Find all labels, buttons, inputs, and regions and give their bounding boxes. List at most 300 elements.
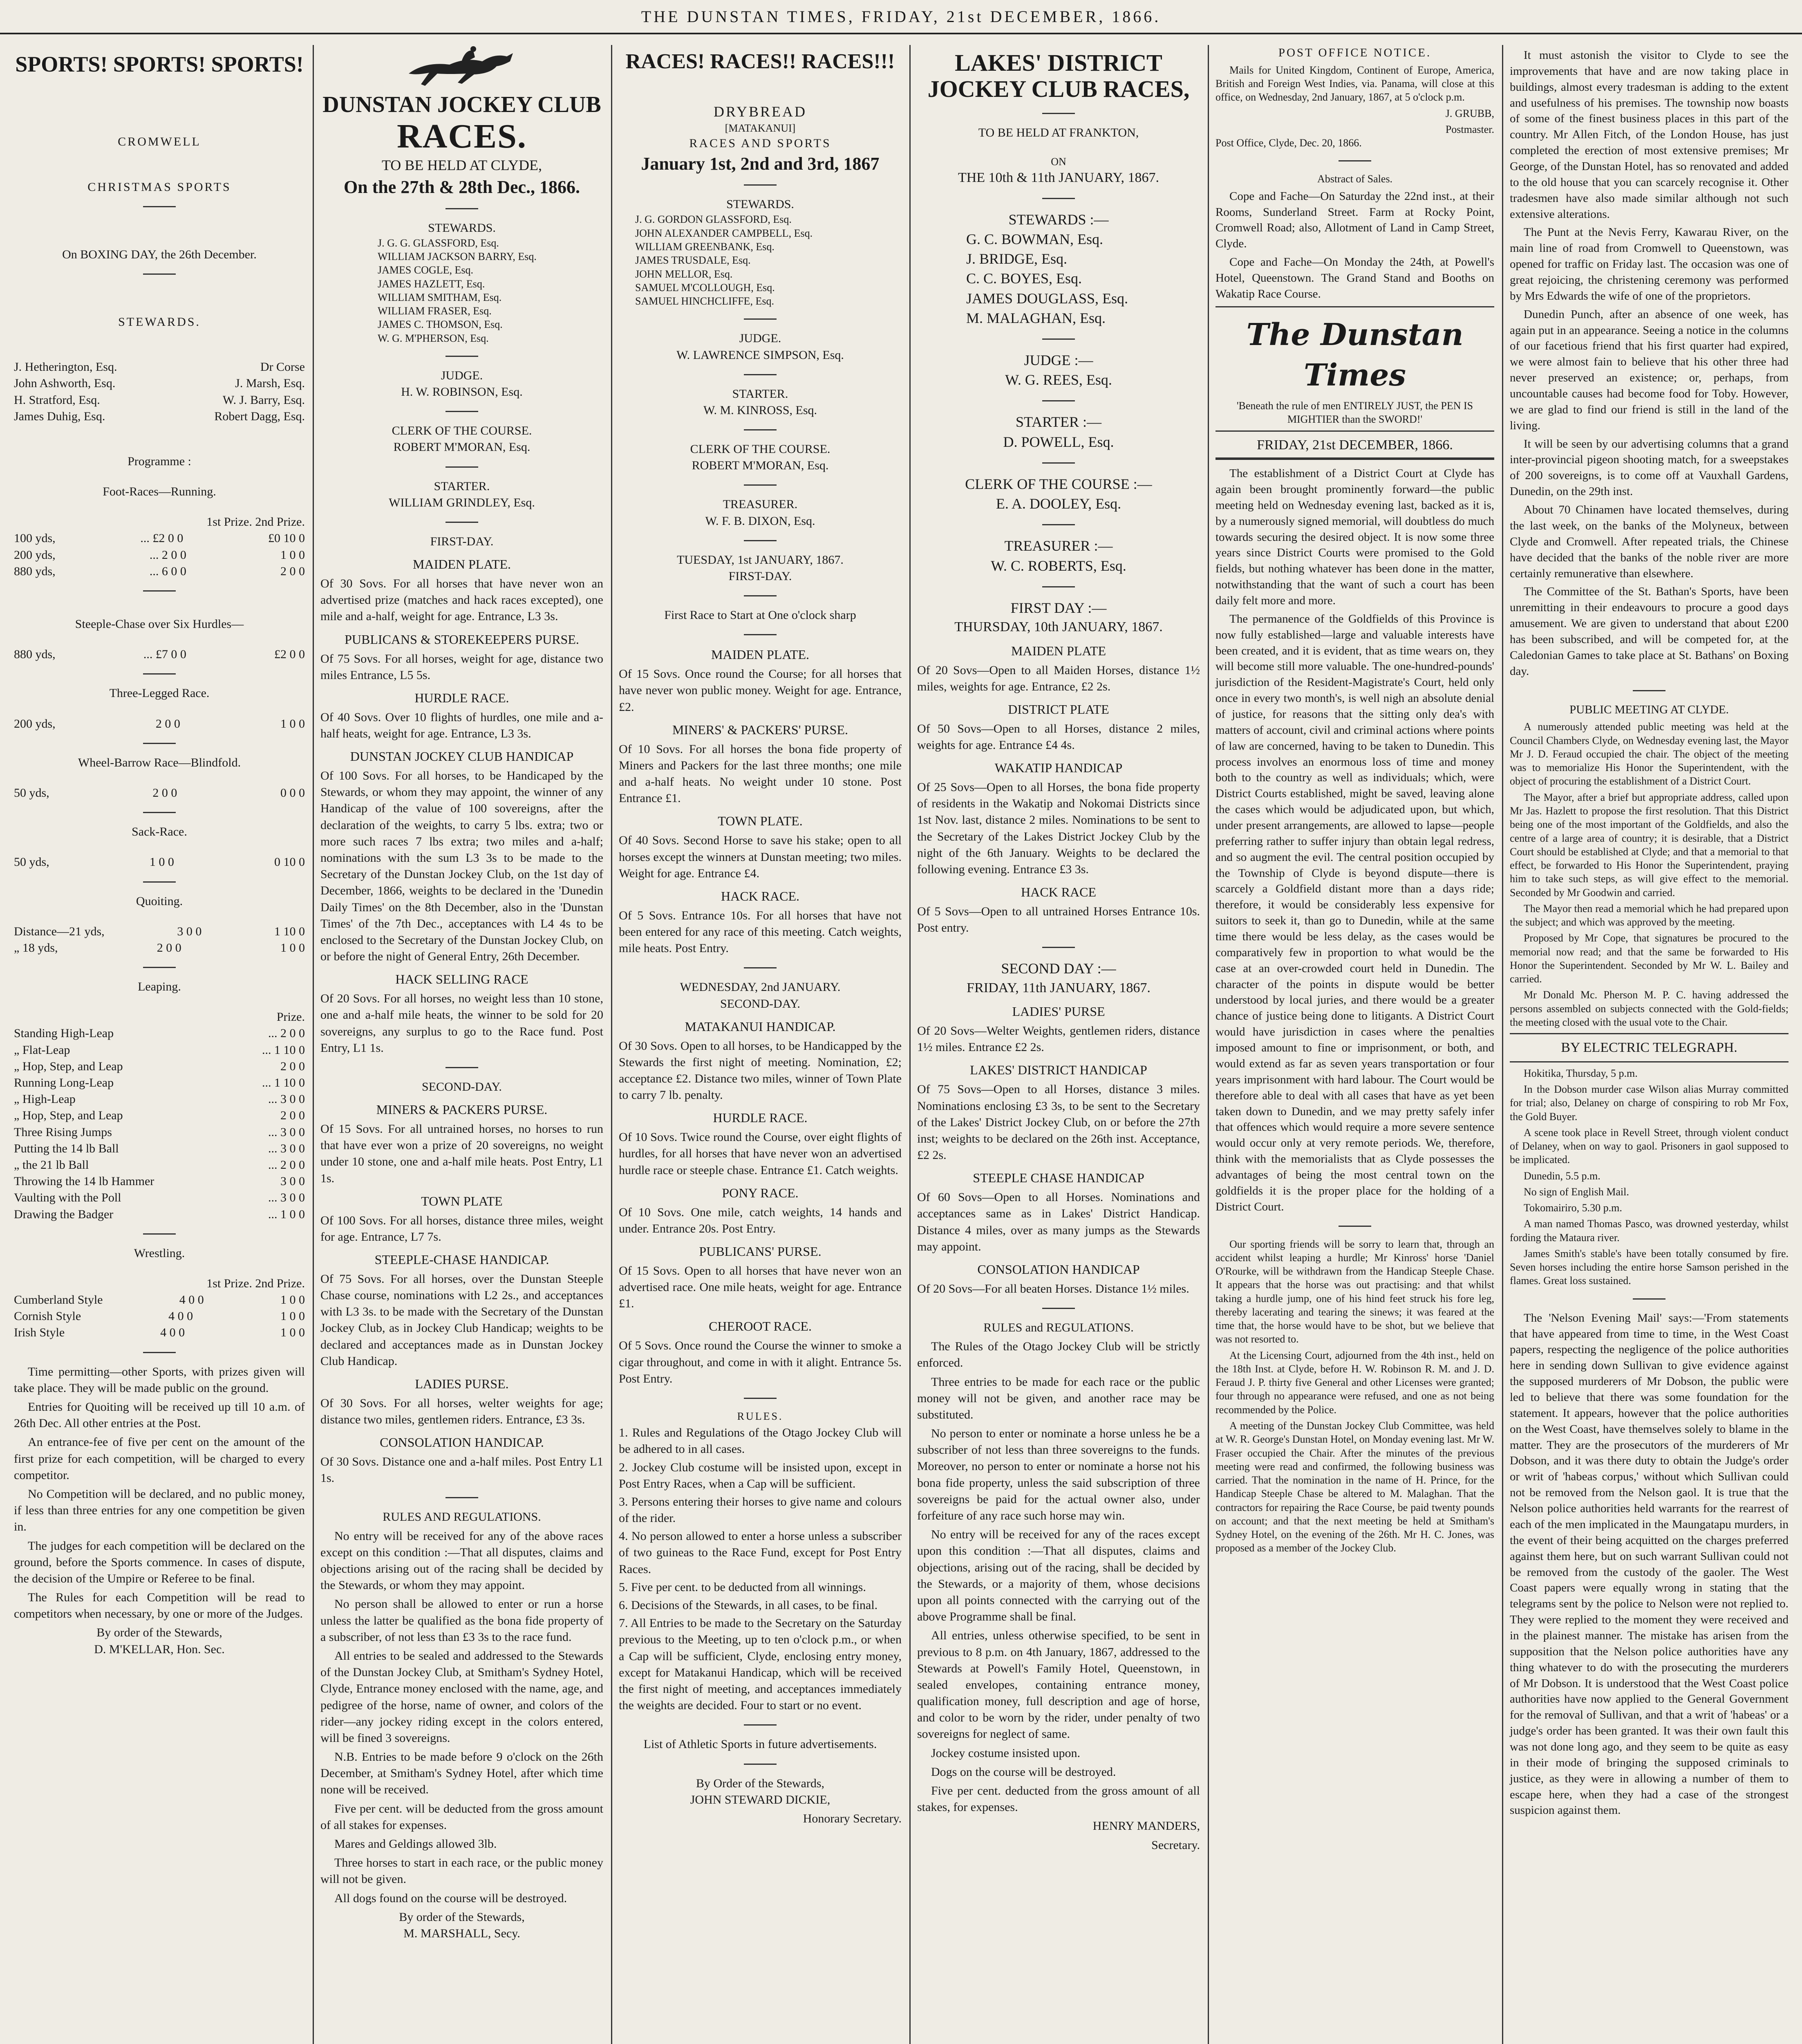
telegraph-item: In the Dobson murder case Wilson alias Murray committed for trial; also, Delaney on charge of conspiring to rob Mr Fox, the Gold Buyer. (1510, 1083, 1789, 1123)
dunstan-clerk: ROBERT M'MORAN, Esq. (393, 440, 531, 454)
masthead-text: THE DUNSTAN TIMES, FRIDAY, 21st DECEMBER, 1866. (641, 7, 1161, 26)
lakes-rules-heading: RULES and REGULATIONS. (983, 1320, 1134, 1334)
lakes-held: TO BE HELD AT FRANKTON, (978, 126, 1139, 139)
telegraph-item: No sign of English Mail. (1524, 1186, 1629, 1198)
drybread-judge: W. LAWRENCE SIMPSON, Esq. (676, 348, 844, 362)
lakes-treasurer-heading: TREASURER :— (1004, 538, 1113, 554)
foot-race-row-cell: 880 yds, (14, 564, 56, 578)
lakes-judge: W. G. REES, Esq. (1005, 372, 1112, 388)
rule-paragraph: Three horses to start in each race, or the public money will not be given. (320, 1856, 603, 1886)
drybread-sub: RACES AND SPORTS (689, 136, 831, 150)
steeplechase-row-cell: ... £7 0 0 (143, 648, 186, 661)
steward-row (14, 375, 305, 392)
race-title: LADIES' PURSE (1012, 1004, 1105, 1019)
race-conditions: Of 25 Sovs—Open to all Horses, the bona fide property of residents in the Wakatip and Nokomai Districts since 1st Nov. last, distance 2 miles. Nominations to be sent to the Secretary of the Lakes District Jockey Club by the night of the 6th January. Weights to be declared the following evening. Entrance £3 3s. (917, 780, 1200, 876)
race-conditions: Of 10 Sovs. Twice round the Course, over eight flights of hurdles, for all horses that have never won an advertised hurdle race or steeple chase. Entrance £1. Catch weights. (619, 1130, 902, 1177)
drybread-stewards-heading: STEWARDS. (726, 197, 794, 211)
race-title: CONSOLATION HANDICAP (977, 1262, 1140, 1277)
dunstan-starter-heading: STARTER. (434, 479, 490, 493)
sports-place: CROMWELL (118, 135, 201, 149)
stewards-list (14, 359, 305, 425)
race-conditions: Of 5 Sovs. Once round the Course the winner to smoke a cigar throughout, and come in with it alight. Entrance 5s. Post Entry. (619, 1339, 902, 1385)
race-title: LAKES' DISTRICT HANDICAP (970, 1062, 1147, 1078)
telegraph-item: Dunedin, 5.5 p.m. (1524, 1170, 1601, 1182)
steward-name: JAMES COGLE, Esq. (378, 264, 474, 276)
leaping-row (14, 1091, 305, 1107)
lakes-dates: THE 10th & 11th JANUARY, 1867. (958, 170, 1160, 186)
race-conditions: Of 100 Sovs. For all horses, distance three miles, weight for age. Entrance, L7 7s. (320, 1213, 603, 1244)
meeting-paragraph: The Mayor, after a brief but appropriate address, called upon Mr Jas. Hazlett to propose the first resolution. That this District being one of the most important of the Goldfields, and also the centre of a large area of country; it is desirable, that a District Court should be established at Clyde; and that a memorial to that effect, be forwarded to His Honor the Superintendent, praying him to take such steps, as will give effect to the memorial. Seconded by Mr Goodwin and carried. (1510, 791, 1789, 899)
race-conditions: Of 30 Sovs. For all horses that have never won an advertised prize (matches and hack races excepted), one mile and a-half, weight for age. Entrance, L3 3s. (320, 577, 603, 623)
wrestling-row (14, 1292, 305, 1308)
editorial-paragraph: The permanence of the Goldfields of this Province is now fully established—large and valuable interests have been created, and it is evident, that as time wears on, they will become still more valuable. The one-hundred-pounds' jurisdiction of the Resident-Magistrate's Court, held only once in every two month's, is well nigh an absolute denial of justice, for reasons that the sitting only dea's with matters of account, civil and criminal actions where points of law are concerned, having to be taken to Dunedin. This process involves an enormous loss of time and money both to the country as well as individuals; which, were District Courts established, might be saved, leaving alone the cases which would be adjudicated upon, but which, under present arrangements, are allowed to lapse—people preferring rather to suffer injury than obtain legal redress, and so augment the evil. The central position occupied by the Township of Clyde is beyond dispute—there is scarcely a Goldfield distant more than a days ride; therefore, it would be considerably less expensive for suitors to seek it, than go to Dunedin, while at the same time there would be less delay, as the cases would be comparatively few in proportion to what would be the case at an over-crowded court held in Dunedin. The character of the points in dispute would be better understood by local juries, and there would be a greater chance of justice being done to litigants. A District Court would have jurisdiction in cases where the penalties imposed amount to fine or imprisonment, or both, and would extend as far as seven years transportation or four years imprisonment with hard labour. The Court would be therefore able to deal with all cases that have as yet been taken down to Dunedin, and we may pretty safely infer that offences which would require a more severe sentence would occur only at very remote periods. We, therefore, think with the memorialists that as Clyde possesses the advantages of being the most central town on the goldfields it is the proper place for the holding of a District Court. (1216, 612, 1494, 1213)
column-drybread-races (613, 45, 907, 2044)
rule-item: 3. Persons entering their horses to give name and colours of the rider. (619, 1495, 902, 1525)
race-conditions: Of 10 Sovs. One mile, catch weights, 14 hands and under. Entrance 20s. Post Entry. (619, 1205, 902, 1235)
three-legged-heading: Three-Legged Race. (109, 686, 210, 700)
steward-name: W. G. M'PHERSON, Esq. (378, 332, 489, 344)
steward-name: JAMES C. THOMSON, Esq. (378, 318, 503, 331)
column-rule (1502, 45, 1503, 2044)
stewards-heading: STEWARDS. (118, 315, 201, 329)
rule-paragraph: Jockey costume insisted upon. (931, 1746, 1080, 1760)
column-rule (611, 45, 612, 2044)
rule-paragraph: All entries to be sealed and addressed to the Stewards of the Dunstan Jockey Club, at Smitham's Sydney Hotel, Clyde, Entrance money enclosed with the name, age, and pedigree of the horse, name of owner, and colors of the rider—any jockey riding except in the colors entered, will be fined 3 sovereigns. (320, 1649, 603, 1745)
rule-paragraph: No person to enter or nominate a horse unless he be a subscriber of not less than three sovereigns to the funds. Moreover, no person to enter or nominate a horse not his bona fide property, unless the said subscription of three sovereigns be paid for the actual owner also, under forfeiture of any race such horse may win. (917, 1427, 1200, 1522)
newspaper-motto: 'Beneath the rule of men ENTIRELY JUST, the PEN IS MIGHTIER than the SWORD!' (1236, 400, 1473, 426)
leaping-prize-heading: Prize. (276, 1010, 305, 1024)
steward-name: WILLIAM SMITHAM, Esq. (378, 291, 502, 303)
telegraph-item: James Smith's stable's have been totally consumed by fire. Seven horses including the entire horse Samson perished in the flames. Great loss sustained. (1510, 1247, 1789, 1287)
race-title: MATAKANUI HANDICAP. (685, 1019, 836, 1034)
meeting-paragraph: Proposed by Mr Cope, that signatures be procured to the memorial now read; and that the same be forwarded to His Honor the Superintendent. Seconded by Mr W. L. Bailey and carried. (1510, 932, 1789, 985)
wrestling-heading: Wrestling. (134, 1246, 185, 1260)
foot-race-row-cell: ... 6 0 0 (149, 564, 186, 578)
rule-paragraph: Five per cent. deducted from the gross amount of all stakes, for expenses. (917, 1784, 1200, 1814)
steward-row (14, 392, 305, 408)
quoiting-row-cell: 1 0 0 (280, 941, 305, 955)
drybread-place2: [MATAKANUI] (725, 122, 796, 134)
drybread-day2-races (619, 1018, 902, 1387)
dunstan-day1: FIRST-DAY. (430, 535, 494, 549)
race-title: WAKATIP HANDICAP (994, 760, 1123, 775)
lakes-treasurer: W. C. ROBERTS, Esq. (991, 557, 1126, 574)
programme-heading: Programme : (128, 454, 191, 468)
lakes-starter: D. POWELL, Esq. (1003, 433, 1114, 450)
leaping-row (14, 1206, 305, 1223)
wrestling-prize-heading: 1st Prize. 2nd Prize. (206, 1276, 305, 1290)
public-meeting-heading: PUBLIC MEETING AT CLYDE. (1569, 703, 1729, 716)
sale-item: Cope and Fache—On Saturday the 22nd inst., at their Rooms, Sunderland Street. Farm at Rocky Point, Cromwell Road; also, Allotment of Land in Camp Street, Clyde. (1216, 189, 1494, 251)
rule-item: 6. Decisions of the Stewards, in all cases, to be final. (619, 1598, 878, 1612)
editorial-body (1216, 466, 1494, 1215)
leaping-row-cell: 3 0 0 (280, 1174, 305, 1188)
drybread-rules-heading: RULES. (737, 1410, 783, 1422)
news-paragraph: A meeting of the Dunstan Jockey Club Committee, was held at W. R. George's Dunstan Hotel, on Monday evening last. Mr W. Fraser occupied the Chair. After the minutes of the previous meeting were read and confirmed, the following business was carried. That the nomination in the name of H. Prince, for the Handicap Steeple Chase be altered to M. Malaghan. That the contractors for repairing the Race Course, be paid twenty pounds on account; and that the next meeting be held at Smitham's Sydney Hotel, on the evening of the 26th. Mr H. C. Jones, was proposed as a member of the Jockey Club. (1216, 1419, 1494, 1554)
dunstan-starter: WILLIAM GRINDLEY, Esq. (389, 495, 535, 509)
lakes-day1: FIRST DAY :— (1010, 599, 1107, 616)
sack-race-row-cell: 0 10 0 (274, 855, 305, 869)
news-paragraph: It must astonish the visitor to Clyde to see the improvements that have and are now taking place in buildings, almost every tradesman is adding to the extent and usefulness of his premises. The township now boasts of some of the finest business places in this part of the country. Mr Allen Fitch, of the London House, has just completed the erection of most extensive premises; Mr George, of the Dunstan Hotel, has so renovated and added to the old house that you can scarcely recognise it. Other tradesmen have also made similar although not such extensive alterations. (1510, 49, 1789, 221)
race-conditions: Of 75 Sovs. For all horses, over the Dunstan Steeple Chase course, nominations with L2 2s., and acceptances with L3 3s. to be made with the Secretary of the Dunstan Jockey Club, as in Jockey Club Handicap; weights to be declared and acceptances made as in Dunstan Jockey Club Handicap. (320, 1272, 603, 1368)
wrestling-row-cell: 1 0 0 (280, 1293, 305, 1307)
leaping-row-cell: ... 1 0 0 (268, 1207, 305, 1221)
foot-races-table (14, 530, 305, 580)
dunstan-stewards (320, 236, 603, 345)
rule-item: 1. Rules and Regulations of the Otago Jockey Club will be adhered to in all cases. (619, 1426, 902, 1456)
wrestling-row (14, 1308, 305, 1325)
dunstan-races-title: RACES. (397, 117, 527, 155)
leaping-row-cell: „ Hop, Step, and Leap (14, 1109, 123, 1123)
sports-notice: Time permitting—other Sports, with prizes given will take place. They will be made public on the ground. (14, 1365, 305, 1395)
leaping-row-cell: „ Hop, Step, and Leap (14, 1059, 123, 1073)
race-title: MAIDEN PLATE. (413, 557, 511, 572)
steward-name: J. BRIDGE, Esq. (966, 251, 1068, 267)
post-office-location: Post Office, Clyde, Dec. 20, 1866. (1216, 137, 1362, 149)
telegraph-item: A man named Thomas Pasco, was drowned yesterday, whilst fording the Mataura river. (1510, 1218, 1789, 1244)
wrestling-row-cell: Cumberland Style (14, 1293, 103, 1307)
leaping-row (14, 1141, 305, 1157)
sack-race-table (14, 854, 305, 870)
race-title: MAIDEN PLATE. (711, 647, 809, 662)
race-title: DISTRICT PLATE (1008, 702, 1109, 717)
dunstan-order: By order of the Stewards, (399, 1910, 525, 1924)
prize-heading: 1st Prize. 2nd Prize. (206, 515, 305, 529)
race-conditions: Of 10 Sovs. For all horses the bona fide property of Miners and Packers for the last three months; one mile and a-half heats. No weight under 10 stone. Post Entrance £1. (619, 742, 902, 805)
drybread-clerk: ROBERT M'MORAN, Esq. (692, 459, 829, 473)
post-office-heading: POST OFFICE NOTICE. (1278, 46, 1432, 59)
rule-paragraph: No entry will be received for any of the above races except on this condition :—That all disputes, claims and objections arising out of the racing shall be decided by the Stewards, or whom they may appoint. (320, 1529, 603, 1592)
drybread-day2-date: WEDNESDAY, 2nd JANUARY. (680, 980, 841, 994)
race-conditions: Of 15 Sovs. For all untrained horses, no horses to run that have ever won a prize of 20 sovereigns, no weight under 10 stone, one and a-half mile heats. Post Entry, L1 1s. (320, 1122, 603, 1185)
race-title: PUBLICANS & STOREKEEPERS PURSE. (345, 632, 579, 647)
wheelbarrow-row-cell: 2 0 0 (152, 786, 177, 800)
leaping-row (14, 1107, 305, 1124)
lakes-signature: HENRY MANDERS, (1092, 1819, 1200, 1833)
race-conditions: Of 20 Sovs—Open to all Maiden Horses, distance 1½ miles, weights for age. Entrance, £2 2s. (917, 663, 1200, 693)
leaping-table (14, 1025, 305, 1222)
wheelbarrow-heading: Wheel-Barrow Race—Blindfold. (78, 755, 241, 769)
wheelbarrow-row (14, 785, 305, 801)
leaping-row (14, 1058, 305, 1075)
race-conditions: Of 5 Sovs. Entrance 10s. For all horses that have not been entered for any race of this meeting. Catch weights, mile heats. Post Entry. (619, 908, 902, 955)
sales-list (1216, 188, 1494, 302)
leaping-row-cell: Vaulting with the Poll (14, 1191, 121, 1205)
race-conditions: Of 50 Sovs—Open to all Horses, distance 2 miles, weights for age. Entrance £4 4s. (917, 722, 1200, 752)
steward-row-cell: J. Marsh, Esq. (235, 377, 305, 390)
drybread-day1: FIRST-DAY. (728, 569, 792, 583)
leaping-row (14, 1075, 305, 1091)
leaping-row-cell: Three Rising Jumps (14, 1125, 112, 1139)
foot-race-row (14, 563, 305, 580)
sports-title: SPORTS! SPORTS! SPORTS! (15, 52, 304, 76)
lakes-day2-date: FRIDAY, 11th JANUARY, 1867. (967, 980, 1151, 995)
dunstan-judge: H. W. ROBINSON, Esq. (401, 385, 523, 399)
rule-paragraph: The Rules of the Otago Jockey Club will be strictly enforced. (917, 1340, 1200, 1370)
local-paragraphs (1510, 47, 1789, 679)
race-title: DUNSTAN JOCKEY CLUB HANDICAP (350, 749, 574, 764)
leaping-row-cell: ... 1 10 0 (262, 1043, 305, 1057)
drybread-treasurer-heading: TREASURER. (723, 498, 798, 511)
steward-name: JAMES DOUGLASS, Esq. (966, 290, 1128, 307)
lakes-signature-title: Secretary. (1151, 1838, 1200, 1852)
column-rule (313, 45, 314, 2044)
rule-paragraph: Five per cent. will be deducted from the gross amount of all stakes for expenses. (320, 1802, 603, 1832)
three-legged-row (14, 716, 305, 732)
wrestling-row-cell: 4 0 0 (179, 1293, 204, 1307)
column-local-news (1504, 45, 1794, 2044)
lakes-rules (917, 1338, 1200, 1815)
drybread-place: DRYBREAD (713, 103, 807, 120)
leaping-row-cell: ... 1 10 0 (262, 1076, 305, 1090)
lakes-starter-heading: STARTER :— (1016, 414, 1101, 430)
sports-date: On BOXING DAY, the 26th December. (62, 247, 257, 261)
rule-paragraph: Three entries to be made for each race or the public money will not be given, and another race may be substituted. (917, 1375, 1200, 1421)
telegraph-item: Hokitika, Thursday, 5 p.m. (1524, 1067, 1638, 1079)
quoiting-row-cell: 1 10 0 (274, 924, 305, 938)
lakes-day2-races (917, 1003, 1200, 1297)
rule-item: 7. All Entries to be made to the Secretary on the Saturday previous to the Meeting, up to ten o'clock p.m., or when a Cap will be sufficient, Clyde, enclosing entry money, except for Matakanui Handicap, which will be received the first night of meeting, and acceptances immediately the weights are decided. Four to start or no event. (619, 1616, 902, 1712)
foot-race-row-cell: £0 10 0 (268, 531, 305, 545)
dunstan-day2: SECOND-DAY. (422, 1080, 502, 1094)
race-conditions: Of 30 Sovs. For all horses, welter weights for age; distance two miles, gentlemen riders. Entrance, £3 3s. (320, 1396, 603, 1427)
steward-row-cell: W. J. Barry, Esq. (222, 393, 305, 407)
dunstan-rules-heading: RULES AND REGULATIONS. (383, 1510, 541, 1524)
rule-paragraph: All dogs found on the course will be destroyed. (334, 1891, 567, 1905)
race-conditions: Of 20 Sovs. For all horses, no weight less than 10 stone, one and a-half mile heats, the winner to be sold for 20 sovereigns, any surplus to go to the Race fund. Post Entry, L1 1s. (320, 992, 603, 1055)
drybread-treasurer: W. F. B. DIXON, Esq. (705, 514, 815, 528)
leaping-row-cell: ... 3 0 0 (268, 1092, 305, 1106)
quoiting-table (14, 923, 305, 956)
editorial-date: FRIDAY, 21st DECEMBER, 1866. (1257, 437, 1453, 453)
nelson-mail-report: The 'Nelson Evening Mail' says:—'From statements that have appeared from time to time, in the West Coast papers, respecting the negligence of the police authorities here in sending down Sullivan to give evidence against the supposed murderers of Mr Dobson, the public were led to believe that there was some foundation for the statement. It appears, however that the police authorities on the West Coast, have themselves solely to blame in the matter. They are the prosecutors of the murderers of Mr Dobson, and it was there duty to obtain the Judge's order or writ of 'habeas corpus,' without which Sullivan could not be removed from the Nelson gaol. It is true that the Nelson police authorities held warrants for the rearrest of each of the men implicated in the Maungatapu murders, in the event of their being acquitted on the charges preferred against them here, but on such warrant Sullivan could not be removed from the custody of the gaoler. The West Coast papers were equally wrong in stating that the telegrams sent by the police to Nelson were not replied to. They were replied to the moment they were received and in the plainest manner. The mistake has arisen from the supposition that the Nelson police authorities have any thing whatever to do with the prosecuting the murderers of Mr Dobson. It is understood that the West Coast police authorities have now applied to the General Government for the removal of Sullivan, and that a writ of 'habeas' or a judge's order has been granted. It was their own fault this was not done long ago, and they seem to be quite as easy in their mode of bringing the supposed criminals to justice, as they were in allowing a number of them to escape here, when they had a case of the strongest suspicion against them. (1510, 1311, 1789, 1817)
leaping-heading: Leaping. (138, 980, 181, 994)
foot-race-row-cell: ... 2 0 0 (149, 548, 186, 562)
race-title: HACK SELLING RACE (395, 972, 528, 987)
leaping-row-cell: ... 2 0 0 (268, 1026, 305, 1040)
drybread-starter: W. M. KINROSS, Esq. (703, 403, 817, 417)
sports-notice: Entries for Quoiting will be received up till 10 a.m. of 26th Dec. All other entries at the Post. (14, 1400, 305, 1430)
race-conditions: Of 5 Sovs—Open to all untrained Horses Entrance 10s. Post entry. (917, 905, 1200, 935)
drybread-first-race: First Race to Start at One o'clock sharp (664, 608, 856, 622)
race-conditions: Of 75 Sovs—Open to all Horses, distance 3 miles. Nominations enclosing £3 3s, to be sent to the Secretary of the Lakes' District Jockey Club, on or before the 27th inst; weights to be declared on the 26th inst. Acceptance, £2 2s. (917, 1083, 1200, 1162)
steward-row-cell: Robert Dagg, Esq. (214, 409, 305, 423)
sports-notices (14, 1364, 305, 1623)
newspaper-title: The Dunstan Times (1246, 317, 1464, 393)
sack-race-heading: Sack-Race. (132, 825, 187, 839)
steward-name: JOHN MELLOR, Esq. (635, 268, 733, 280)
leaping-row-cell: „ High-Leap (14, 1092, 76, 1106)
steward-row-cell: James Duhig, Esq. (14, 409, 105, 423)
leaping-row-cell: Putting the 14 lb Ball (14, 1141, 119, 1155)
sales-heading: Abstract of Sales. (1317, 173, 1393, 185)
three-legged-row-cell: 1 0 0 (280, 717, 305, 731)
race-conditions: Of 30 Sovs. Open to all horses, to be Handicapped by the Stewards the first night of meeting. Nomination, £2; acceptance £2. Distance two miles, winner of Town Plate to carry 7 lb. penalty. (619, 1039, 902, 1102)
leaping-row-cell: Running Long-Leap (14, 1076, 114, 1090)
steeplechase-heading: Steeple-Chase over Six Hurdles— (75, 617, 244, 631)
dunstan-day2-races (320, 1101, 603, 1486)
wrestling-row-cell: 1 0 0 (280, 1326, 305, 1340)
drybread-starter-heading: STARTER. (732, 387, 788, 401)
leaping-row (14, 1190, 305, 1206)
news-paragraph: At the Licensing Court, adjourned from the 4th inst., held on the 18th Inst. at Clyde, before H. W. Robinson R. M. and J. D. Feraud J. P. thirty five General and other Licenses were granted; four through no appearance were refused, and one as not being recommended by the Police. (1216, 1349, 1494, 1416)
race-conditions: Of 15 Sovs. Once round the Course; for all horses that have never won public money. Weight for age. Entrance, £2. (619, 667, 902, 714)
steeplechase-row-cell: 880 yds, (14, 648, 56, 661)
sports-notice: No Competition will be declared, and no public money, if less than three entries for any one competition be given in. (14, 1487, 305, 1534)
steward-name: JAMES TRUSDALE, Esq. (635, 254, 751, 267)
lakes-clerk: E. A. DOOLEY, Esq. (996, 495, 1121, 512)
wrestling-row-cell: 4 0 0 (168, 1309, 193, 1323)
sack-race-row-cell: 1 0 0 (149, 855, 174, 869)
steward-name: G. C. BOWMAN, Esq. (966, 231, 1104, 247)
dunstan-judge-heading: JUDGE. (441, 368, 483, 382)
steward-name: J. G. GORDON GLASSFORD, Esq. (635, 213, 792, 226)
drybread-signature-title: Honorary Secretary. (803, 1811, 902, 1825)
three-legged-row-cell: 2 0 0 (155, 717, 180, 731)
lakes-judge-heading: JUDGE :— (1024, 352, 1093, 368)
rule-item: 5. Five per cent. to be deducted from all winnings. (619, 1580, 866, 1594)
wrestling-row (14, 1325, 305, 1341)
quoiting-row-cell: 3 0 0 (177, 924, 202, 938)
quoiting-row (14, 940, 305, 956)
dunstan-clerk-heading: CLERK OF THE COURSE. (392, 424, 532, 438)
quoiting-heading: Quoiting. (136, 894, 183, 908)
foot-races-heading: Foot-Races—Running. (103, 485, 216, 499)
foot-race-row-cell: 200 yds, (14, 548, 56, 562)
leaping-row (14, 1042, 305, 1058)
drybread-rules (619, 1425, 902, 1714)
steward-row-cell: Dr Corse (260, 360, 305, 374)
steward-name: WILLIAM GREENBANK, Esq. (635, 240, 775, 253)
rule-paragraph: No entry will be received for any of the races except upon this condition :—That all disputes, claims and objections, arising out of the racing, shall be decided by the Stewards, or a majority of them, whose decisions upon all points connected with the carrying out of the above Programme shall be final. (917, 1528, 1200, 1624)
post-office-text: Mails for United Kingdom, Continent of Europe, America, British and Foreign West Indies, via. Panama, will close at this office, on Wednesday, 2nd January, 1867, at 5 o'clock p.m. (1216, 64, 1494, 103)
local-news (1216, 1237, 1494, 1555)
leaping-row (14, 1124, 305, 1141)
sports-notice: An entrance-fee of five per cent on the amount of the first prize for each competition, will be charged to every competitor. (14, 1435, 305, 1482)
leaping-row-cell: Drawing the Badger (14, 1207, 114, 1221)
wrestling-table (14, 1292, 305, 1341)
race-title: HACK RACE (1021, 885, 1096, 900)
post-office-signature: J. GRUBB, (1445, 107, 1494, 119)
lakes-title: LAKES' DISTRICT JOCKEY CLUB RACES, (927, 49, 1190, 102)
sports-notice: The Rules for each Competition will be read to competitors when necessary, by one or more of the Judges. (14, 1591, 305, 1621)
race-title: MINERS & PACKERS PURSE. (376, 1102, 548, 1117)
race-title: PONY RACE. (722, 1185, 799, 1200)
leaping-row-cell: ... 3 0 0 (268, 1141, 305, 1155)
telegraph-heading: BY ELECTRIC TELEGRAPH. (1510, 1033, 1789, 1062)
steward-name: SAMUEL HINCHCLIFFE, Esq. (635, 295, 774, 307)
race-conditions: Of 20 Sovs—For all beaten Horses. Distance 1½ miles. (917, 1282, 1189, 1295)
dunstan-rules (320, 1528, 603, 1907)
dunstan-stewards-heading: STEWARDS. (428, 221, 496, 235)
meeting-paragraph: Mr Donald Mc. Pherson M. P. C. having addressed the persons assembled on subjects connected with the Gold-fields; the meeting closed with the usual vote to the Chair. (1510, 989, 1789, 1028)
drybread-clerk-heading: CLERK OF THE COURSE. (690, 442, 830, 456)
sports-signature: D. M'KELLAR, Hon. Sec. (94, 1642, 225, 1656)
sack-race-row-cell: 50 yds, (14, 855, 49, 869)
quoiting-row-cell: 2 0 0 (157, 941, 181, 955)
race-title: PUBLICANS' PURSE. (699, 1244, 822, 1259)
public-meeting-report (1510, 720, 1789, 1029)
sports-notice: The judges for each competition will be declared on the ground, before the Sports commence. In cases of dispute, the decision of the Umpire or Referee to be final. (14, 1539, 305, 1585)
race-title: HURDLE RACE. (414, 690, 509, 705)
dunstan-day1-races (320, 556, 603, 1056)
race-title: CHEROOT RACE. (709, 1319, 812, 1334)
leaping-row (14, 1173, 305, 1190)
meeting-paragraph: The Mayor then read a memorial which he had prepared upon the subject; and which was approved by the meeting. (1510, 902, 1789, 928)
wheelbarrow-row-cell: 0 0 0 (280, 786, 305, 800)
race-title: HACK RACE. (721, 888, 799, 903)
leaping-row-cell: ... 3 0 0 (268, 1191, 305, 1205)
steward-row (14, 408, 305, 425)
sports-order: By order of the Stewards, (96, 1626, 222, 1640)
lakes-clerk-heading: CLERK OF THE COURSE :— (965, 475, 1152, 492)
sports-event: CHRISTMAS SPORTS (87, 180, 231, 194)
news-paragraph: It will be seen by our advertising columns that a grand inter-provincial pigeon shooting match, for a sweepstakes of 200 sovereigns, is to come off at Vauxhall Gardens, Dunedin, on the 29th inst. (1510, 437, 1789, 498)
news-paragraph: The Punt at the Nevis Ferry, Kawarau River, on the main line of road from Cromwell to Queenstown, was opened for traffic on Friday last. The occasion was one of great rejoicing, the christening ceremony was performed by Mrs Edwards the wife of one of the proprietors. (1510, 226, 1789, 303)
lakes-stewards-heading: STEWARDS :— (1008, 211, 1109, 228)
lakes-day2: SECOND DAY :— (1001, 960, 1116, 977)
foot-race-row-cell: 1 0 0 (280, 548, 305, 562)
steward-name: J. G. G. GLASSFORD, Esq. (378, 237, 499, 249)
steward-name: WILLIAM JACKSON BARRY, Esq. (378, 251, 537, 263)
news-paragraph: The Committee of the St. Bathan's Sports, have been unremitting in their endeavours to procure a good days amusement. We are given to understand that about £200 has been subscribed, and will be competed for, at the Caledonian Games to take place at St. Bathans' on Boxing day. (1510, 585, 1789, 678)
news-paragraph: Dunedin Punch, after an absence of one week, has again put in an appearance. Seeing a notice in the columns of our facetious friend that his first quarter had expired, we were almost fain to believe that his other three had never preserved an existence; or, perhaps, from uncountable causes had become food for Toby. However, we are glad to find our friend is still in the land of the living. (1510, 307, 1789, 432)
steward-row-cell: John Ashworth, Esq. (14, 377, 116, 390)
wheelbarrow-row-cell: 50 yds, (14, 786, 49, 800)
telegraph-item: Tokomairiro, 5.30 p.m. (1524, 1202, 1622, 1214)
rule-paragraph: Mares and Geldings allowed 3lb. (334, 1837, 497, 1851)
drybread-title: RACES! RACES!! RACES!!! (625, 50, 895, 73)
steeplechase-row (14, 646, 305, 663)
foot-race-row (14, 530, 305, 547)
steward-row-cell: H. Stratford, Esq. (14, 393, 100, 407)
racehorse-illustration (401, 45, 523, 90)
post-office-title: Postmaster. (1445, 123, 1494, 135)
drybread-day2: SECOND-DAY. (720, 997, 800, 1011)
column-rule (1208, 45, 1209, 2044)
dunstan-signature: M. MARSHALL, Secy. (403, 1926, 520, 1940)
rule-paragraph: Dogs on the course will be destroyed. (931, 1765, 1116, 1779)
race-title: MAIDEN PLATE (1011, 643, 1106, 658)
foot-race-row-cell: 2 0 0 (280, 564, 305, 578)
quoiting-row (14, 923, 305, 940)
steward-name: SAMUEL M'COLLOUGH, Esq. (635, 281, 775, 294)
leaping-row-cell: ... 2 0 0 (268, 1158, 305, 1172)
dunstan-held: TO BE HELD AT CLYDE, (381, 157, 542, 173)
race-title: TOWN PLATE. (718, 814, 803, 829)
leaping-row-cell: ... 3 0 0 (268, 1125, 305, 1139)
wrestling-row-cell: Irish Style (14, 1326, 65, 1340)
wrestling-row-cell: Cornish Style (14, 1309, 81, 1323)
drybread-signature: JOHN STEWARD DICKIE, (690, 1793, 830, 1806)
foot-race-row (14, 547, 305, 563)
race-title: LADIES PURSE. (415, 1376, 509, 1391)
column-lakes-district-races (911, 45, 1206, 2044)
column-dunstan-races (315, 45, 609, 2044)
race-title: TOWN PLATE (421, 1193, 503, 1208)
race-title: HURDLE RACE. (713, 1110, 808, 1125)
foot-race-row-cell: ... £2 0 0 (140, 531, 184, 545)
rule-paragraph: N.B. Entries to be made before 9 o'clock on the 26th December, at Smitham's Sydney Hotel, after which time none will be received. (320, 1750, 603, 1797)
steeplechase-table (14, 646, 305, 663)
race-conditions: Of 60 Sovs—Open to all Horses. Nominations and acceptances same as in Lakes' District Handicap. Distance 4 miles, over as many jumps as the Stewards may appoint. (917, 1190, 1200, 1253)
lakes-day1-races (917, 642, 1200, 937)
steward-name: JAMES HAZLETT, Esq. (378, 278, 485, 290)
wheelbarrow-table (14, 785, 305, 801)
steward-name: JOHN ALEXANDER CAMPBELL, Esq. (635, 227, 813, 239)
steeplechase-row-cell: £2 0 0 (274, 648, 305, 661)
foot-race-row-cell: 100 yds, (14, 531, 56, 545)
